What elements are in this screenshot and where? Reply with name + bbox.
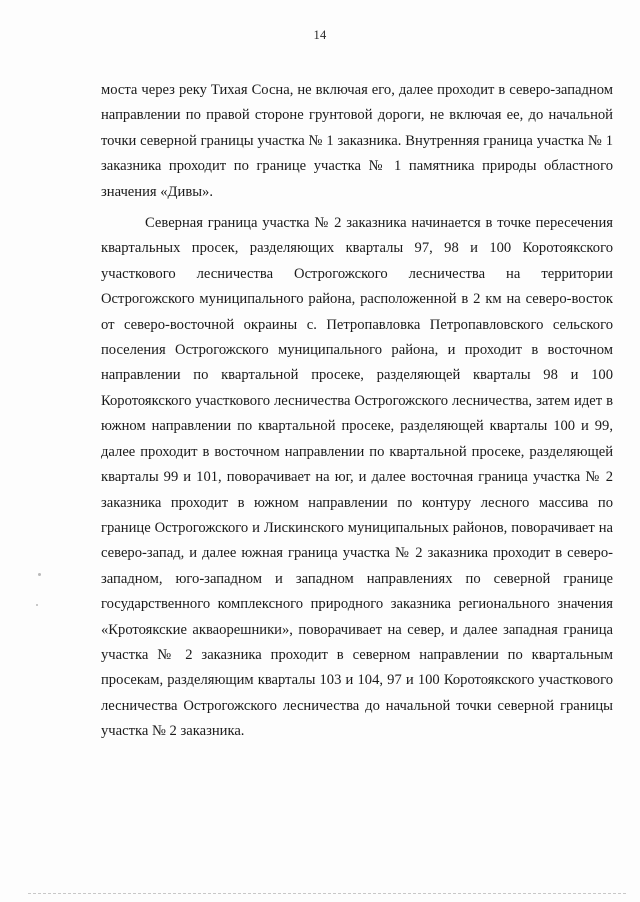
scan-speck xyxy=(36,604,38,606)
paragraph-continued: моста через реку Тихая Сосна, не включая его, далее проходит в северо-западном направлении по правой стороне грунтовой дороги, не включая ее, до начальной точки северной границы участка № 1 заказника. Внутренняя граница участка № 1 заказника проходит по границе участка № 1 памятника природы областного значения «Дивы». xyxy=(101,82,613,200)
scan-edge-line xyxy=(28,893,626,894)
document-body xyxy=(101,78,613,745)
page-number: 14 xyxy=(313,28,327,42)
paragraph-boundary-section-2: Северная граница участка № 2 заказника начинается в точке пересечения квартальных просек, разделяющих кварталы 97, 98 и 100 Коротоякского участкового лесничества Острогожского лесничества на территории Острогожского муниципального района, расположенной в 2 км на северо-восток от северо-восточной окраины с. Петропавловка Петропавловского сельского поселения Острогожского муниципального района, и проходит в восточном направлении по квартальной просеке, разделяющей кварталы 98 и 100 Коротоякского участкового лесничества Острогожского лесничества, затем идет в южном направлении по квартальной просеке, разделяющей кварталы 100 и 99, далее проходит в восточном направлении по квартальной просеке, разделяющей кварталы 99 и 101, поворачивает на юг, и далее восточная граница участка № 2 заказника проходит в южном направлении по контуру лесного массива по границе Острогожского и Лискинского муниципальных районов, поворачивает на северо-запад, и далее южная граница участка № 2 заказника проходит в северо-западном, юго-западном и западном направлениях по северной границе государственного комплексного природного заказника регионального значения «Кротоякские акваорешники», поворачивает на север, и далее западная граница участка № 2 заказника проходит в северном направлении по квартальным просекам, разделяющим кварталы 103 и 104, 97 и 100 Коротоякского участкового лесничества Острогожского лесничества до начальной точки северной границы участка № 2 заказника. xyxy=(101,215,613,740)
scan-speck xyxy=(38,573,41,576)
